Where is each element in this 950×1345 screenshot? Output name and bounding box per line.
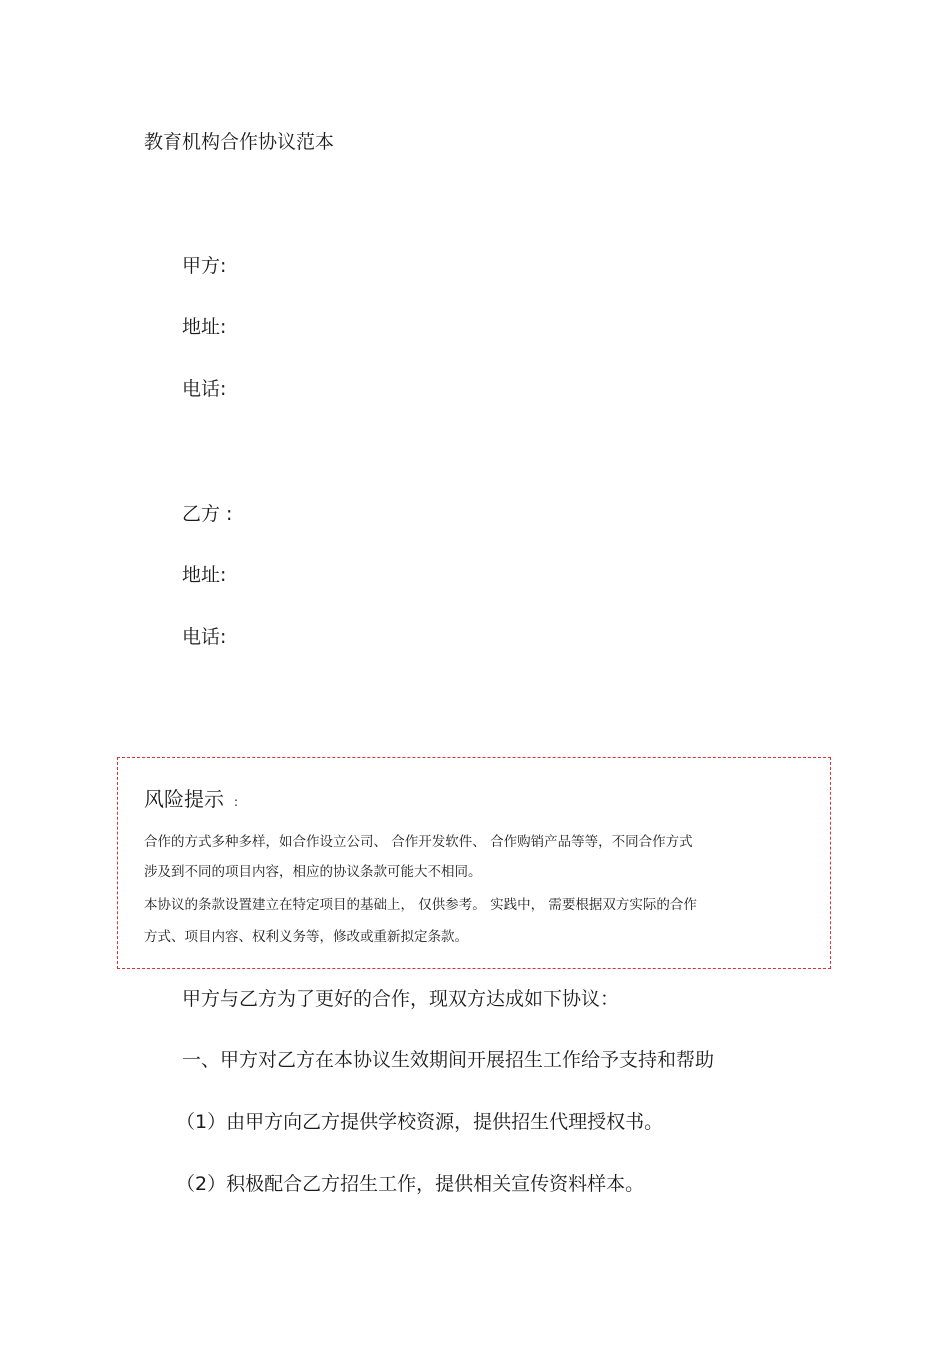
risk-notice-line-4: 方式、项目内容、权利义务等，修改或重新拟定条款。	[144, 929, 468, 945]
risk-notice-line-3: 本协议的条款设置建立在特定项目的基础上， 仅供参考。 实践中， 需要根据双方实际的合作	[144, 897, 697, 913]
section-1-item-1: （1）由甲方向乙方提供学校资源，提供招生代理授权书。	[176, 1111, 664, 1133]
risk-notice-title-text: 风险提示	[144, 787, 224, 811]
risk-notice-title-colon: :	[234, 795, 239, 809]
section-1-heading: 一、甲方对乙方在本协议生效期间开展招生工作给予支持和帮助	[182, 1049, 715, 1071]
party-b-address-label: 地址:	[182, 564, 227, 586]
risk-notice-box	[117, 757, 831, 969]
party-b-label: 乙方 :	[182, 503, 233, 525]
risk-notice-line-2: 涉及到不同的项目内容，相应的协议条款可能大不相同。	[144, 864, 482, 880]
risk-notice-line-1: 合作的方式多种多样，如合作设立公司、 合作开发软件、 合作购销产品等等，不同合作方式	[144, 834, 693, 850]
section-1-item-2: （2）积极配合乙方招生工作，提供相关宣传资料样本。	[176, 1173, 645, 1195]
party-b-phone-label: 电话:	[182, 626, 227, 648]
party-a-label: 甲方:	[182, 255, 227, 277]
risk-notice-title	[144, 784, 238, 817]
agreement-intro: 甲方与乙方为了更好的合作，现双方达成如下协议：	[182, 988, 620, 1010]
document-title: 教育机构合作协议范本	[144, 131, 335, 153]
party-a-address-label: 地址:	[182, 316, 227, 338]
party-a-phone-label: 电话:	[182, 378, 227, 400]
